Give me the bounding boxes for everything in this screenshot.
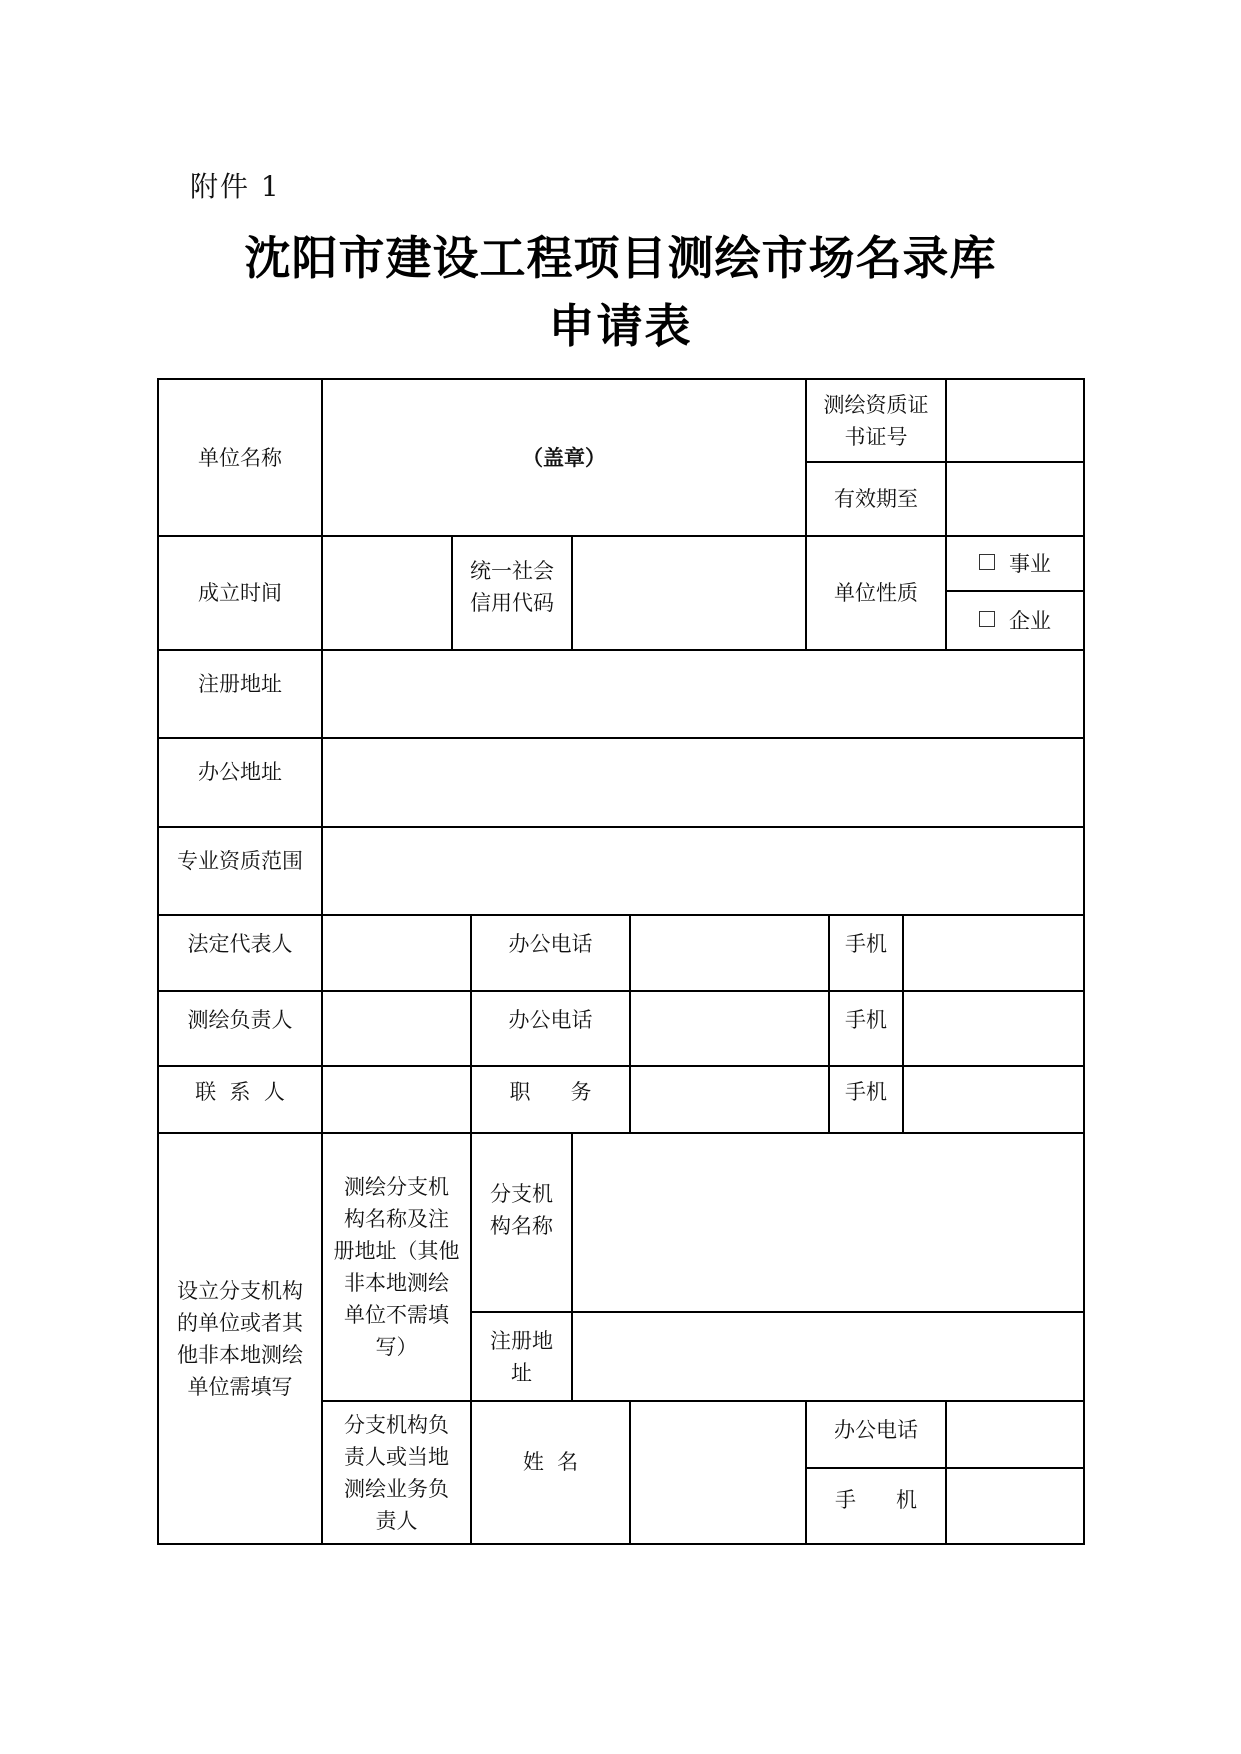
legal-rep-label: 法定代表人 [187,932,293,956]
name-label-text: 姓 名 [522,1450,579,1474]
position-field[interactable] [631,1067,828,1132]
checkbox-icon [979,611,995,627]
branch-head-mobile-field[interactable] [947,1469,1083,1543]
valid-until-label: 有效期至 [834,487,918,511]
form-title: 沈阳市建设工程项目测绘市场名录库 [244,231,997,285]
valid-until-field[interactable] [947,463,1083,535]
cert-no-field[interactable] [947,380,1083,461]
branch-head-name-field[interactable] [631,1402,805,1543]
nature-option-label: 事业 [1009,551,1051,576]
office-phone-label: 办公电话 [508,1008,593,1032]
survey-head-mobile-field[interactable] [904,992,1083,1065]
unit-name-field[interactable] [323,380,805,535]
survey-head-label: 测绘负责人 [187,1008,293,1032]
legal-rep-field[interactable] [323,916,470,990]
annex-label: 附件 1 [190,170,281,203]
contact-label [159,1067,321,1117]
branch-name-label: 分支机 构名称 [490,1182,553,1238]
cert-no-label: 测绘资质证 书证号 [823,392,929,449]
office-phone-label: 办公电话 [508,932,593,956]
stamp-label: （盖章） [522,444,606,470]
survey-head-field[interactable] [323,992,470,1065]
mobile-label: 手机 [845,1008,887,1032]
unit-nature-label: 单位性质 [834,581,918,605]
nature-option-label: 企业 [1009,608,1051,633]
credit-code-label: 统一社会 信用代码 [470,559,554,615]
established-field[interactable] [323,537,451,649]
credit-code-field[interactable] [573,537,805,649]
contact-mobile-field[interactable] [904,1067,1083,1132]
mobile-label: 手机 [845,932,887,956]
reg-address-field[interactable] [323,651,1083,737]
office-address-label: 办公地址 [198,760,282,784]
branch-info-label: 测绘分支机 构名称及注 册地址（其他 非本地测绘 单位不需填 写） [333,1175,460,1359]
legal-rep-mobile-field[interactable] [904,916,1083,990]
contact-label-text: 联 系 人 [195,1080,285,1104]
checkbox-icon [979,554,995,570]
nature-option-public[interactable] [947,537,1083,590]
branch-section-label: 设立分支机构 的单位或者其 他非本地测绘 单位需填写 [177,1278,303,1399]
office-phone-label: 办公电话 [834,1417,918,1442]
position-label [472,1067,629,1117]
qualification-scope-field[interactable] [323,828,1083,914]
contact-field[interactable] [323,1067,470,1132]
branch-reg-address-field[interactable] [573,1313,1083,1400]
unit-name-label: 单位名称 [198,445,282,470]
office-address-field[interactable] [323,739,1083,826]
position-label-text: 职 务 [509,1080,592,1104]
branch-name-field[interactable] [573,1134,1083,1311]
name-label [472,1402,629,1522]
branch-reg-address-label: 注册地 址 [490,1328,553,1385]
branch-head-phone-field[interactable] [947,1402,1083,1467]
survey-head-phone-field[interactable] [631,992,828,1065]
reg-address-label: 注册地址 [198,672,282,696]
legal-rep-phone-field[interactable] [631,916,828,990]
mobile-label-text: 手 机 [834,1488,918,1512]
established-label: 成立时间 [198,581,282,605]
mobile-label [807,1469,945,1531]
mobile-label: 手机 [845,1080,887,1104]
qualification-scope-label: 专业资质范围 [177,849,303,873]
branch-head-label: 分支机构负 责人或当地 测绘业务负 责人 [344,1412,449,1533]
nature-option-enterprise[interactable] [947,592,1083,649]
form-subtitle: 申请表 [548,299,693,353]
